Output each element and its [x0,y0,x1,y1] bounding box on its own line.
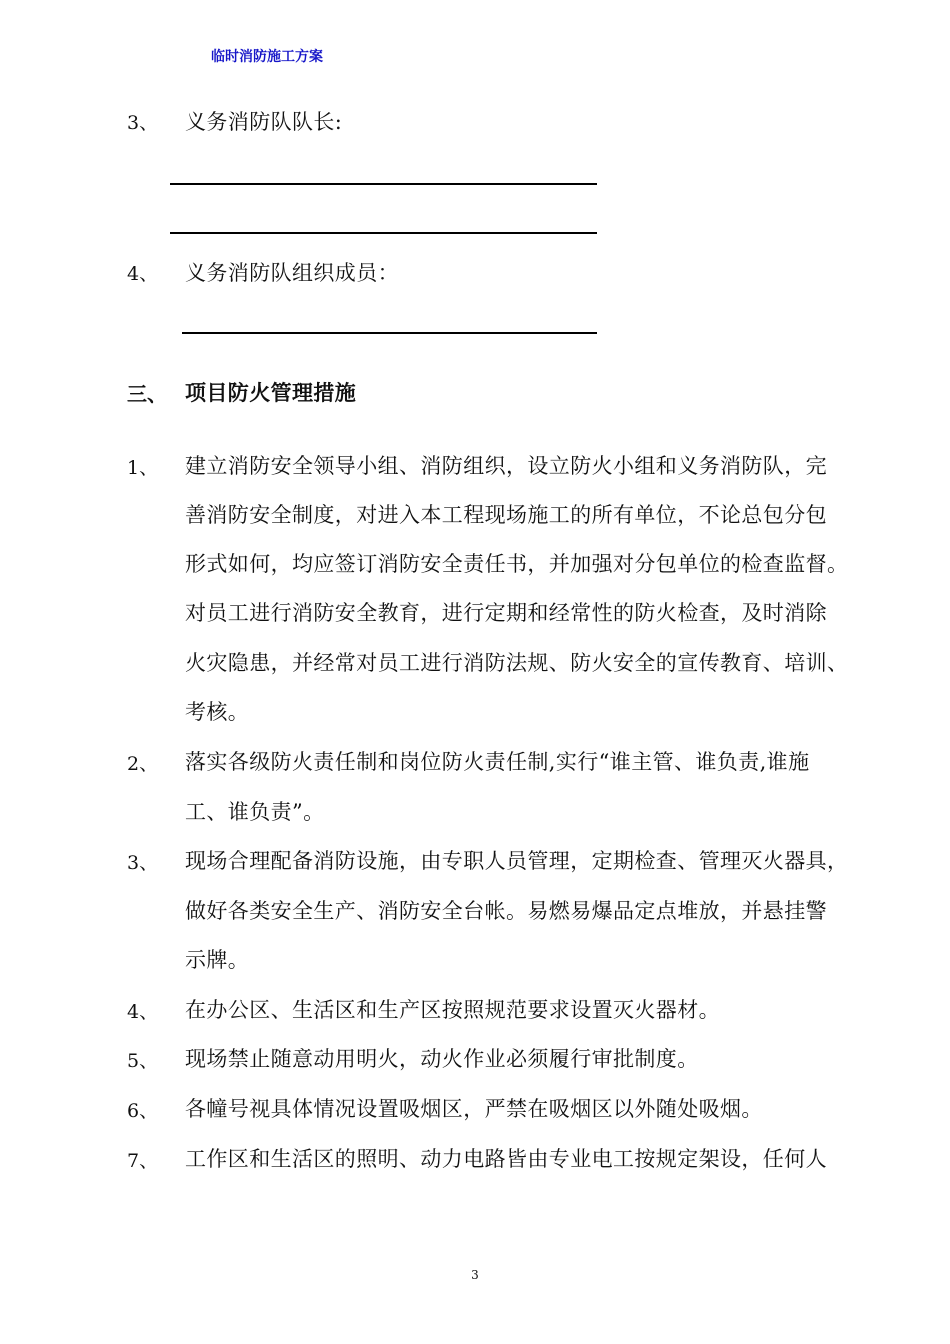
item-1-line-2: 善消防安全制度，对进入本工程现场施工的所有单位，不论总包分包 [185,503,827,527]
item-6-number: 6、 [127,1100,159,1122]
item-2-number: 2、 [127,753,159,775]
item-1-line-3: 形式如何，均应签订消防安全责任书，并加强对分包单位的检查监督。 [185,552,849,576]
item-1-number: 1、 [127,457,159,479]
item-4-number: 4、 [127,1001,159,1023]
item-1-line-4: 对员工进行消防安全教育，进行定期和经常性的防火检查，及时消除 [185,601,827,625]
part-3-number: 三、 [127,382,167,406]
item-5-line-1: 现场禁止随意动用明火，动火作业必须履行审批制度。 [185,1047,699,1071]
item-7-line-1: 工作区和生活区的照明、动力电路皆由专业电工按规定架设，任何人 [185,1147,827,1171]
document-header-title: 临时消防施工方案 [211,49,323,65]
item-6-line-1: 各幢号视具体情况设置吸烟区，严禁在吸烟区以外随处吸烟。 [185,1097,763,1121]
item-1-line-1: 建立消防安全领导小组、消防组织，设立防火小组和义务消防队，完 [185,454,827,478]
section-4-number: 4、 [127,263,159,285]
item-1-line-6: 考核。 [185,700,250,724]
part-3-title: 项目防火管理措施 [185,380,357,405]
section-3-number: 3、 [127,112,159,134]
item-5-number: 5、 [127,1050,159,1072]
item-2-line-2: 工、谁负责”。 [185,800,325,824]
page-number: 3 [471,1268,479,1282]
section-4-label: 义务消防队组织成员： [185,261,399,285]
blank-fill-line [170,183,597,185]
item-1-line-5: 火灾隐患，并经常对员工进行消防法规、防火安全的宣传教育、培训、 [185,651,849,675]
item-7-number: 7、 [127,1150,159,1172]
blank-fill-line [182,332,597,334]
blank-fill-line [170,232,597,234]
section-3-label: 义务消防队队长: [185,110,343,134]
item-3-number: 3、 [127,852,159,874]
item-4-line-1: 在办公区、生活区和生产区按照规范要求设置灭火器材。 [185,998,720,1022]
item-2-line-1: 落实各级防火责任制和岗位防火责任制,实行“谁主管、谁负责,谁施 [185,750,810,774]
item-3-line-3: 示牌。 [185,948,250,972]
item-3-line-1: 现场合理配备消防设施，由专职人员管理，定期检查、管理灭火器具， [185,849,849,873]
item-3-line-2: 做好各类安全生产、消防安全台帐。易燃易爆品定点堆放，并悬挂警 [185,899,827,923]
